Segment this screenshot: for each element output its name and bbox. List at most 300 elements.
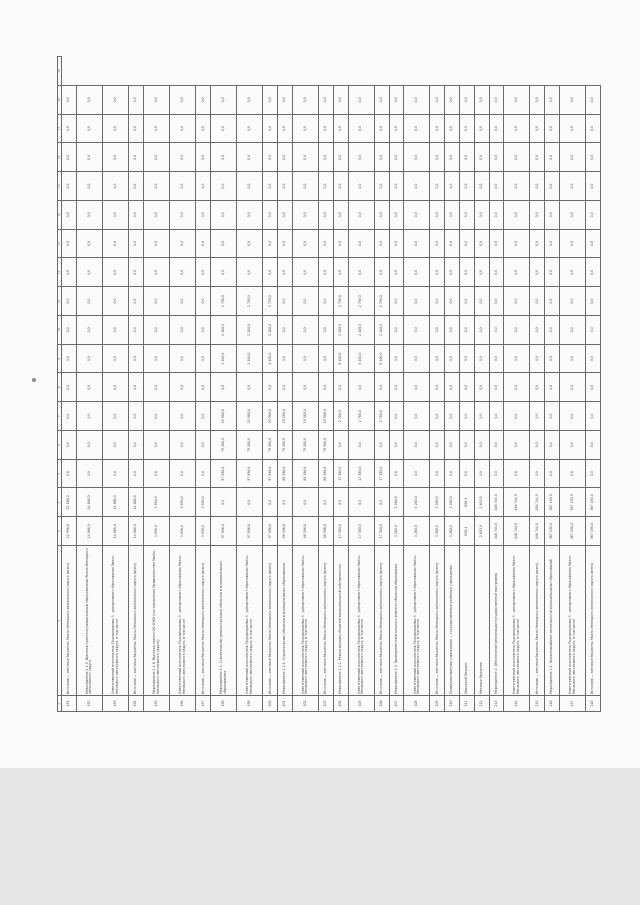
value-cell: 0,0 [196,258,211,287]
row-description-cell: Ответственный исполнитель Подпрограммы 3 - департамент образования Ямало-Ненецкого автономного округа, в том числе [404,546,430,696]
value-cell: 88 596,8 [292,459,318,488]
header-cell: 10 [58,316,62,345]
value-cell: 0,0 [559,316,585,345]
value-cell: 0,0 [374,229,389,258]
value-cell: 0,0 [474,459,489,488]
table-row [62,57,77,712]
value-cell: 0,0 [586,431,601,460]
value-cell: 0,0 [62,86,77,115]
value-cell: 0,0 [530,258,545,287]
value-cell: 0,0 [586,114,601,143]
value-cell: 0,0 [143,459,169,488]
value-cell: 0,0 [459,86,474,115]
value-cell: 0,0 [103,114,129,143]
value-cell: 17 580,0 [374,517,389,546]
value-cell: 3 890,0 [170,488,196,517]
value-cell: 0,0 [143,229,169,258]
value-cell: 0,0 [103,431,129,460]
value-cell: 0,0 [459,316,474,345]
value-cell: 0,0 [237,201,263,230]
value-cell: 0,0 [292,143,318,172]
row-description-cell: Источник — местные бюджеты Ямало-Ненецкого автономного округа (всего) [430,546,445,696]
value-cell: 0,0 [292,287,318,316]
table-row [404,57,430,712]
value-cell: 0,0 [559,373,585,402]
value-cell: 0,0 [348,488,374,517]
value-cell: 0,0 [504,201,530,230]
value-cell: 367 190,0 [559,517,585,546]
value-cell: 0,0 [530,316,545,345]
value-cell: 0,0 [489,229,504,258]
value-cell: 0,0 [389,86,404,115]
header-cell: 12 [58,258,62,287]
value-cell: 0,0 [586,373,601,402]
value-cell: 0,0 [545,344,560,373]
value-cell: 0,0 [545,114,560,143]
row-number-cell: 201 [278,696,293,712]
value-cell: 0,0 [278,488,293,517]
value-cell: 0,0 [333,143,348,172]
value-cell: 0,0 [129,258,144,287]
value-cell: 0,0 [211,488,237,517]
value-cell: 0,0 [504,114,530,143]
value-cell: 0,0 [292,86,318,115]
value-cell: 0,0 [143,86,169,115]
value-cell: 0,0 [374,201,389,230]
value-cell: 88 596,8 [278,459,293,488]
value-cell: 0,0 [374,431,389,460]
value-cell: 0,0 [348,172,374,201]
value-cell: 0,0 [196,431,211,460]
value-cell: 0,0 [319,201,334,230]
value-cell: 0,0 [196,229,211,258]
row-number-cell: 196 [170,696,196,712]
value-cell: 0,0 [129,431,144,460]
row-number-cell: 212 [474,696,489,712]
value-cell: 14 868,0 [129,488,144,517]
value-cell: 0,0 [196,114,211,143]
value-cell: 0,0 [404,143,430,172]
row-description-cell: Источник — местные бюджеты Ямало-Ненецкого автономного округа (всего) [129,546,144,696]
value-cell: 0,0 [459,402,474,431]
value-cell: 0,0 [129,287,144,316]
value-cell: 0,0 [459,431,474,460]
value-cell: 0,0 [278,258,293,287]
scan-background [0,768,640,905]
value-cell: 0,0 [319,316,334,345]
value-cell: 0,0 [263,114,278,143]
value-cell: 0,0 [374,172,389,201]
value-cell: 0,0 [504,258,530,287]
value-cell: 23 980,8 [211,402,237,431]
value-cell: 0,0 [545,316,560,345]
table-row [348,57,374,712]
value-cell: 0,0 [348,431,374,460]
row-description-cell: Мероприятие 1.2.2. Реконструкция объектов муниципальной собственности [333,546,348,696]
value-cell: 0,0 [445,373,460,402]
row-description-cell: Мероприятие 1.2. Строительство (реконструкция) объектов в муниципальных образованиях [211,546,237,696]
header-cell: 17 [58,114,62,143]
value-cell: 3 260,0 [404,517,430,546]
value-cell: 0,0 [129,402,144,431]
value-cell: 0,0 [404,229,430,258]
value-cell: 0,0 [263,488,278,517]
value-cell: 0,0 [263,201,278,230]
value-cell: 0,0 [62,287,77,316]
value-cell: 0,0 [545,431,560,460]
value-cell: 0,0 [333,431,348,460]
value-cell: 0,0 [62,344,77,373]
value-cell: 0,0 [474,287,489,316]
value-cell: 0,0 [319,373,334,402]
value-cell: 0,0 [143,431,169,460]
value-cell: 0,0 [196,373,211,402]
value-cell: 0,0 [333,258,348,287]
value-cell: 0,0 [445,201,460,230]
value-cell: 0,0 [445,258,460,287]
value-cell: 0,0 [404,114,430,143]
value-cell: 0,0 [530,114,545,143]
value-cell: 97 896,8 [237,517,263,546]
value-cell: 3 260,0 [404,488,430,517]
value-cell: 367 190,0 [545,488,560,517]
value-cell: 0,0 [430,402,445,431]
value-cell: 0,0 [170,172,196,201]
value-cell: 0,0 [489,431,504,460]
value-cell: 0,0 [474,258,489,287]
header-cell: 13 [58,229,62,258]
value-cell: 0,0 [545,86,560,115]
table-row [530,57,545,712]
table-row [292,57,318,712]
value-cell: 2 603,9 [474,517,489,546]
row-description-cell: Мероприятие 2. Обеспечение реализации государственной программы [489,546,504,696]
value-cell: 0,0 [404,287,430,316]
value-cell: 0,0 [430,172,445,201]
value-cell: 0,0 [559,459,585,488]
value-cell: 0,0 [389,431,404,460]
value-cell: 0,0 [586,229,601,258]
value-cell: 0,0 [196,344,211,373]
value-cell: 0,0 [196,201,211,230]
value-cell: 0,0 [76,258,102,287]
value-cell: 3 890,0 [143,488,169,517]
value-cell: 0,0 [143,172,169,201]
row-number-cell: 191 [62,696,77,712]
value-cell: 0,0 [545,229,560,258]
value-cell: 0,0 [292,258,318,287]
value-cell: 367 190,0 [586,517,601,546]
value-cell: 0,0 [129,172,144,201]
value-cell: 0,0 [170,459,196,488]
value-cell: 3 890,0 [196,488,211,517]
value-cell: 0,0 [62,201,77,230]
value-cell: 656,1 [459,517,474,546]
value-cell: 97 896,8 [263,517,278,546]
value-cell: 0,0 [530,431,545,460]
value-cell: 0,0 [389,402,404,431]
value-cell: 0,0 [445,86,460,115]
value-cell: 79 580,0 [237,431,263,460]
value-cell: 0,0 [389,229,404,258]
table-row [374,57,389,712]
value-cell: 0,0 [504,86,530,115]
row-number-cell: 192 [76,696,102,712]
value-cell: 0,0 [389,459,404,488]
value-cell: 0,0 [292,172,318,201]
value-cell: 0,0 [374,114,389,143]
row-number-cell: 199 [237,696,263,712]
value-cell: 0,0 [348,373,374,402]
row-number-cell: 209 [430,696,445,712]
value-cell: 0,0 [292,344,318,373]
value-cell: 0,0 [103,201,129,230]
value-cell: 0,0 [333,373,348,402]
value-cell: 0,0 [389,344,404,373]
value-cell: 0,0 [170,431,196,460]
header-cell: 3 [58,517,62,546]
value-cell: 2 100,0 [237,316,263,345]
value-cell: 0,0 [103,287,129,316]
value-cell: 0,0 [129,229,144,258]
value-cell: 0,0 [445,402,460,431]
value-cell: 446 744,0 [504,517,530,546]
value-cell: 3 260,0 [445,488,460,517]
value-cell: 0,0 [559,229,585,258]
value-cell: 0,0 [530,143,545,172]
value-cell: 17 580,0 [333,459,348,488]
value-cell: 0,0 [374,143,389,172]
value-cell: 0,0 [389,258,404,287]
value-cell: 0,0 [333,172,348,201]
value-cell: 0,0 [445,229,460,258]
value-cell: 0,0 [170,316,196,345]
value-cell: 0,0 [530,459,545,488]
value-cell: 19 580,0 [278,402,293,431]
value-cell: 3 260,0 [389,488,404,517]
value-cell: 0,0 [103,316,129,345]
row-description-cell: Ответственный исполнитель Подпрограммы 3 - департамент образования Ямало-Ненецкого автономного округа, в том числе [170,546,196,696]
value-cell: 446 744,0 [489,517,504,546]
value-cell: 0,0 [62,402,77,431]
value-cell: 0,0 [545,258,560,287]
value-cell: 2 100,0 [211,316,237,345]
row-description-cell: Источник — местные бюджеты Ямало-Ненецкого автономного округа (всего) [62,546,77,696]
value-cell: 0,0 [530,172,545,201]
value-cell: 2 790,0 [237,287,263,316]
value-cell: 0,0 [76,172,102,201]
value-cell: 2 790,0 [348,287,374,316]
value-cell: 0,0 [143,373,169,402]
value-cell: 19 580,0 [292,402,318,431]
value-cell: 0,0 [76,287,102,316]
value-cell: 0,0 [474,201,489,230]
value-cell: 0,0 [459,172,474,201]
value-cell: 0,0 [170,258,196,287]
value-cell: 0,0 [459,114,474,143]
value-cell: 0,0 [237,114,263,143]
value-cell: 14 868,0 [76,517,102,546]
value-cell: 0,0 [404,172,430,201]
value-cell: 0,0 [459,373,474,402]
value-cell: 0,0 [211,143,237,172]
value-cell: 97 896,8 [263,459,278,488]
table-row [430,57,445,712]
row-number-cell: 204 [333,696,348,712]
value-cell: 88 596,8 [319,517,334,546]
value-cell: 14 868,0 [129,517,144,546]
value-cell: 0,0 [404,402,430,431]
row-description-cell: Окружной бюджет [459,546,474,696]
value-cell: 0,0 [278,172,293,201]
value-cell: 79 580,0 [263,431,278,460]
value-cell: 0,0 [374,373,389,402]
value-cell: 0,0 [404,431,430,460]
value-cell: 3 260,0 [430,517,445,546]
row-number-cell: 213 [489,696,504,712]
table-row [586,57,601,712]
value-cell: 0,0 [143,344,169,373]
value-cell: 3 890,0 [196,517,211,546]
value-cell: 0,0 [404,459,430,488]
value-cell: 0,0 [489,459,504,488]
value-cell: 0,0 [143,316,169,345]
value-cell: 0,0 [196,86,211,115]
value-cell: 0,0 [459,344,474,373]
value-cell: 0,0 [278,287,293,316]
value-cell: 0,0 [586,344,601,373]
value-cell: 0,0 [333,201,348,230]
value-cell: 2 780,0 [374,402,389,431]
value-cell: 0,0 [404,316,430,345]
value-cell: 0,0 [292,488,318,517]
value-cell: 0,0 [170,373,196,402]
header-cell: 7 [58,402,62,431]
value-cell: 0,0 [62,316,77,345]
value-cell: 0,0 [445,172,460,201]
value-cell: 0,0 [459,143,474,172]
row-number-cell: 207 [389,696,404,712]
table-row [211,57,237,712]
value-cell: 0,0 [559,402,585,431]
table-row [319,57,334,712]
value-cell: 0,0 [445,344,460,373]
value-cell: 0,0 [237,229,263,258]
value-cell: 0,0 [489,287,504,316]
value-cell: 367 190,0 [559,488,585,517]
value-cell: 0,0 [76,229,102,258]
value-cell: 0,0 [319,344,334,373]
value-cell: 0,0 [545,373,560,402]
header-cell: 2 [58,546,62,696]
row-number-cell: 202 [292,696,318,712]
value-cell: 0,0 [211,229,237,258]
value-cell: 0,0 [504,316,530,345]
value-cell: 0,0 [586,402,601,431]
value-cell: 0,0 [278,143,293,172]
value-cell: 0,0 [389,172,404,201]
table-row [170,57,196,712]
table-row [129,57,144,712]
value-cell: 0,0 [62,114,77,143]
value-cell: 0,0 [474,316,489,345]
value-cell: 0,0 [76,201,102,230]
row-description-cell: Источник — местные бюджеты Ямало-Ненецкого автономного округа (всего) [530,546,545,696]
row-description-cell: Источник — местные бюджеты Ямало-Ненецкого автономного округа (всего) [586,546,601,696]
value-cell: 0,0 [404,86,430,115]
value-cell: 0,0 [404,344,430,373]
row-description-cell: Мероприятие 1.2.1. Строительство объектов в муниципальных образованиях [278,546,293,696]
value-cell: 0,0 [278,229,293,258]
value-cell: 0,0 [103,373,129,402]
value-cell: 0,0 [76,402,102,431]
value-cell: 0,0 [129,459,144,488]
value-cell: 0,0 [389,201,404,230]
value-cell: 23 980,8 [263,402,278,431]
table-row [76,57,102,712]
value-cell: 0,0 [170,344,196,373]
value-cell: 0,0 [348,258,374,287]
value-cell: 79 580,0 [319,431,334,460]
value-cell: 0,0 [237,488,263,517]
value-cell: 0,0 [170,114,196,143]
value-cell: 2 790,0 [333,287,348,316]
value-cell: 0,0 [292,114,318,143]
value-cell: 0,0 [278,373,293,402]
row-description-cell: Подведомственные учреждения — государственные казённые учреждения [445,546,460,696]
value-cell: 14 868,0 [103,488,129,517]
table-row [263,57,278,712]
row-description-cell: Источник — местные бюджеты Ямало-Ненецкого автономного округа (всего) [374,546,389,696]
value-cell: 0,0 [292,373,318,402]
value-cell: 0,0 [504,143,530,172]
value-cell: 9 100,0 [374,344,389,373]
value-cell: 0,0 [559,344,585,373]
value-cell: 0,0 [129,114,144,143]
table-row [545,57,560,712]
rotated-table [57,56,601,712]
value-cell: 0,0 [586,459,601,488]
value-cell: 0,0 [430,86,445,115]
value-cell: 446 744,0 [530,488,545,517]
value-cell: 0,0 [292,229,318,258]
value-cell: 0,0 [389,373,404,402]
value-cell: 0,0 [489,114,504,143]
value-cell: 0,0 [263,86,278,115]
value-cell: 0,0 [196,402,211,431]
value-cell: 446 744,0 [530,517,545,546]
value-cell: 0,0 [333,488,348,517]
value-cell: 0,0 [374,258,389,287]
header-cell: 8 [58,373,62,402]
row-description-cell: Ответственный исполнитель Подпрограммы 3 - департамент образования Ямало-Ненецкого автономного округа, в том числе [348,546,374,696]
value-cell: 0,0 [489,258,504,287]
value-cell: 0,0 [489,373,504,402]
value-cell: 2 100,0 [333,316,348,345]
value-cell: 0,0 [489,402,504,431]
value-cell: 17 580,0 [333,517,348,546]
row-number-cell: 203 [319,696,334,712]
value-cell: 0,0 [445,431,460,460]
header-cell: 1 [58,696,62,712]
value-cell: 0,0 [504,344,530,373]
value-cell: 0,0 [333,229,348,258]
header-cell: 15 [58,172,62,201]
value-cell: 0,0 [474,431,489,460]
value-cell: 0,0 [319,172,334,201]
row-number-cell: 210 [445,696,460,712]
value-cell: 0,0 [170,229,196,258]
